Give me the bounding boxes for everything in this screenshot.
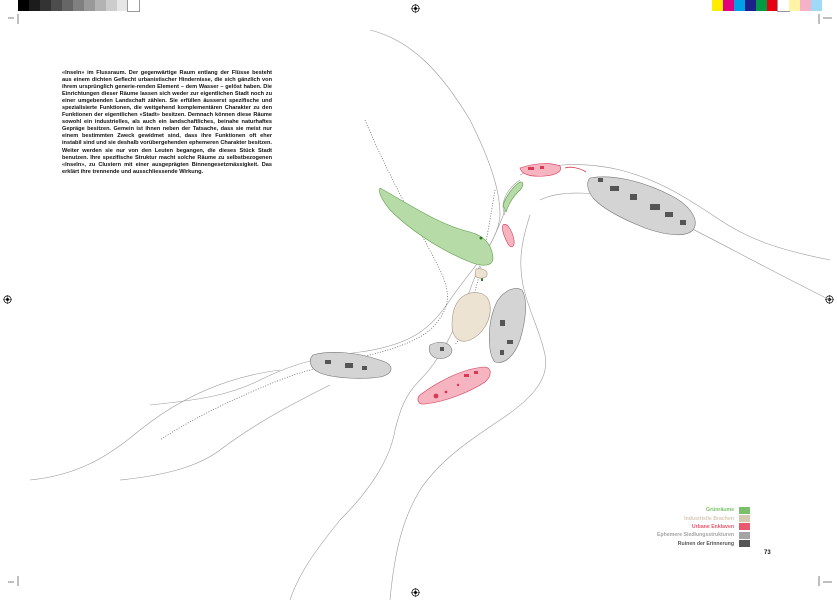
settlement-east (588, 177, 696, 235)
legend-swatch (739, 540, 750, 547)
legend-label: Industrielle Brachen (684, 515, 734, 522)
intro-lead: «Inseln» im Flussraum. (62, 70, 127, 76)
road-southwest (120, 385, 330, 480)
legend-label: Ephemere Siedlungsstrukturen (657, 532, 734, 539)
legend-swatch (739, 532, 750, 539)
settlement-central (489, 288, 525, 362)
legend-label: Ruinen der Erinnerung (677, 540, 734, 547)
urban-enclave-north (520, 164, 561, 177)
legend-swatch (739, 515, 750, 522)
legend-item (600, 514, 750, 522)
map-legend (600, 506, 750, 548)
legend-item (600, 523, 750, 531)
legend-label: Grünräume (706, 507, 734, 514)
industrial-brownfield-small (475, 269, 487, 278)
legend-label: Urbane Enklaven (691, 523, 734, 530)
river-bank-west (290, 210, 505, 600)
road-west (30, 370, 280, 480)
green-area-bank (503, 182, 523, 212)
legend-swatch (739, 507, 750, 514)
legend-swatch (739, 523, 750, 530)
intro-paragraph (62, 70, 272, 176)
green-marker (480, 237, 483, 240)
legend-item (600, 531, 750, 539)
industrial-brownfield-large (452, 292, 490, 341)
page-number: 73 (764, 550, 771, 556)
legend-item (600, 506, 750, 514)
urban-enclave-south (418, 367, 490, 404)
urban-enclave-island (502, 224, 514, 246)
intro-body: Der gegenwärtige Raum entlang der Flüsse besteht aus einem dichten Geflecht urbanistischer Hindernisse, die sich gänzlich von ihrem ursprünglich generie-renden Element – dem Wasser – gelöst haben. Die Einrichtungen dieser Räume lassen sich weder zur eigentlichen Stadt noch zu einer umgebenden Landschaft zählen. Sie erfüllen äusserst spezifische und spezialisierte Funktionen, die weitgehend komplementären Charakter zu den Funktionen der eigentlichen «Stadt» besitzen. Demnach können diese Räume sowohl ein industrielles, als auch ein landschaftliches, beinahe naturhaftes Gepräge besitzen. Gemein ist ihnen neben der Tatsache, dass sie meist nur einem bestimmten Zweck gewidmet sind, dass ihre Funktionen oft eher instabil sind und sie deshalb vorübergehenden ephemeren Charakter besitzen. Weiter werden sie nur von den Leuten begangen, die dieses Stück Stadt benutzen. Ihre spezifische Struktur macht solche Räume zu selbstbezogenen «Inseln», zu Clustern mit einer ausgeprägten Binnengesetzmässigkeit. Das erklärt ihre trennende und ausschliessende Wirkung. (62, 70, 272, 175)
green-area-park (379, 188, 493, 265)
urban-enclave-edge (565, 167, 586, 172)
river-bank-east (390, 215, 546, 600)
legend-item (600, 540, 750, 548)
